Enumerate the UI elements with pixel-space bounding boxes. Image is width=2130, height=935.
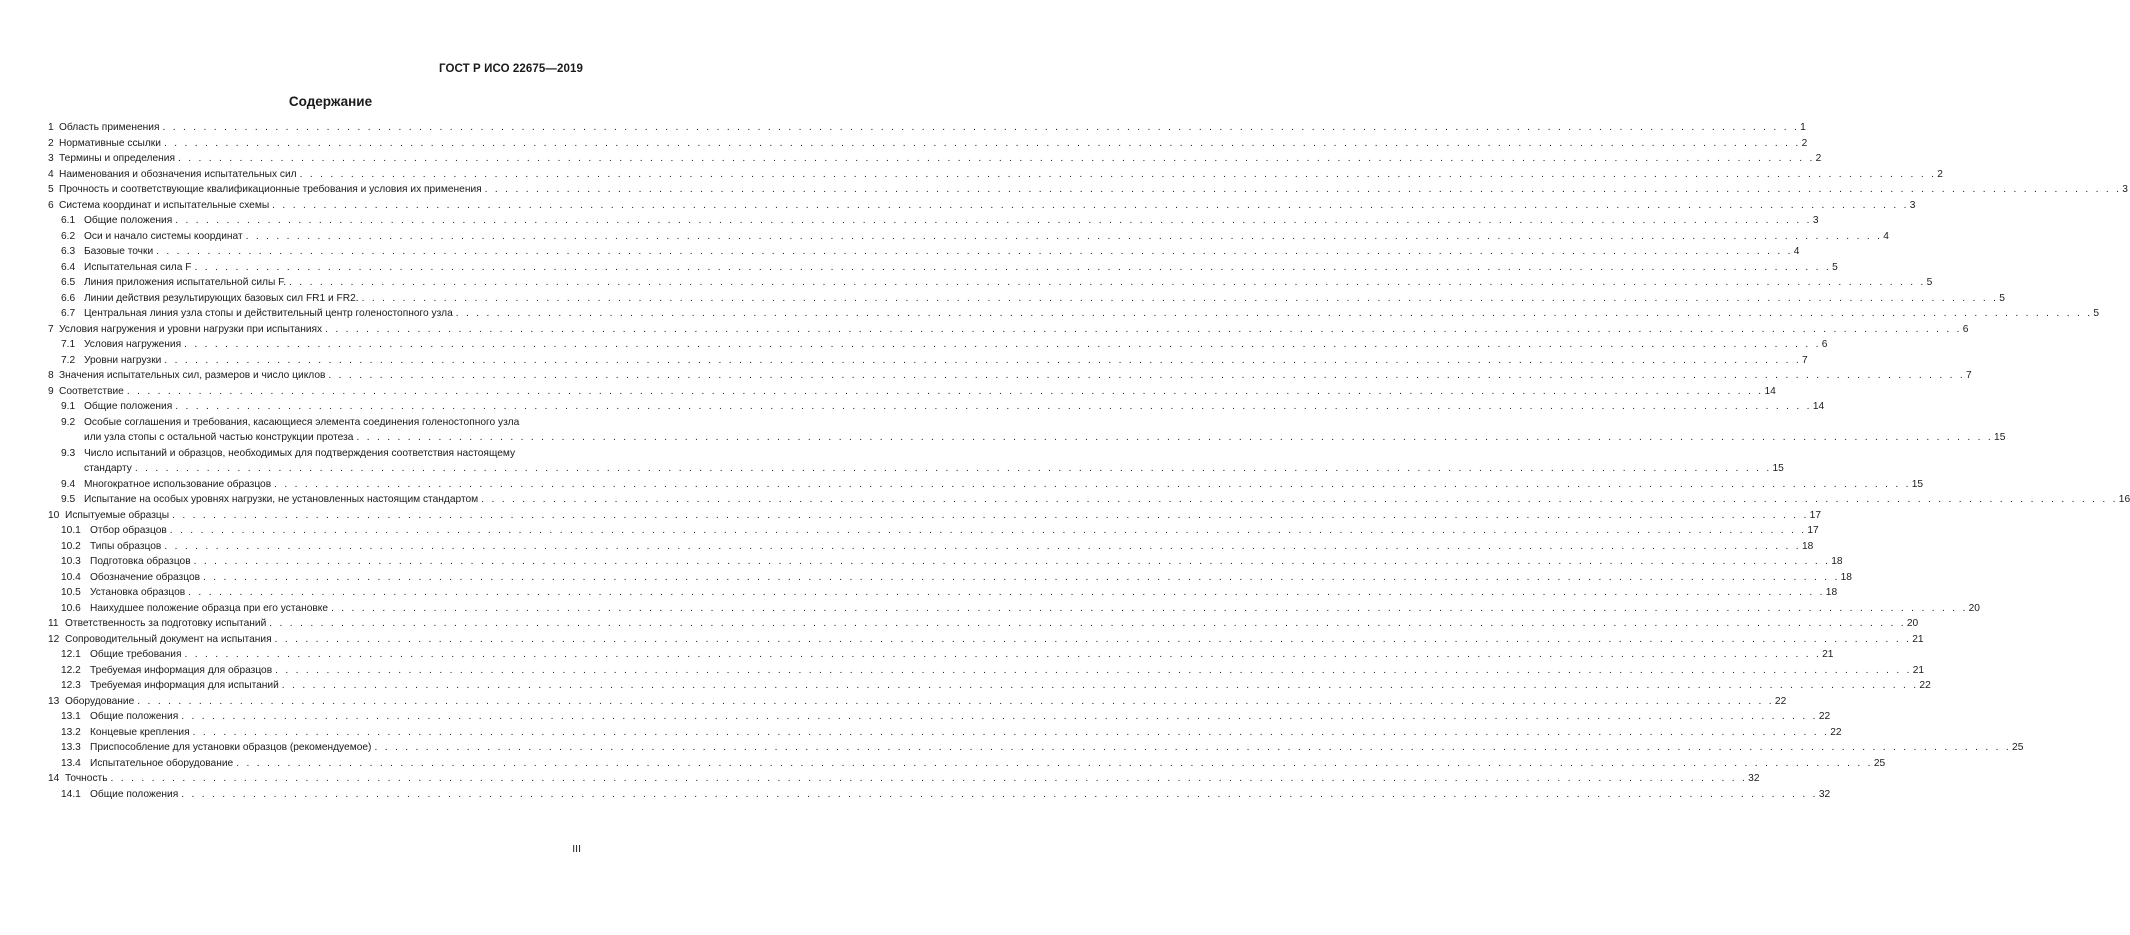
toc-entry[interactable] bbox=[48, 198, 1916, 214]
toc-entry-number: 6.5 bbox=[61, 277, 76, 288]
toc-entry-number: 9.4 bbox=[61, 478, 76, 490]
page-title: Содержание bbox=[288, 94, 373, 109]
toc-entry[interactable] bbox=[48, 182, 2128, 198]
toc-entry-number: 4 bbox=[48, 168, 54, 180]
toc-entry[interactable] bbox=[48, 384, 1776, 400]
toc-entry-line bbox=[61, 740, 2024, 756]
toc-entry-title: Испытательное оборудование bbox=[90, 757, 234, 769]
toc-entry-title: Линия приложения испытательной силы F. bbox=[84, 277, 287, 288]
toc-entry[interactable] bbox=[48, 291, 2005, 307]
toc-entry-page: 17 bbox=[1809, 509, 1822, 521]
toc-entry-page: 3 bbox=[1812, 215, 1819, 226]
toc-entry-line bbox=[61, 539, 1814, 555]
toc-entry[interactable] bbox=[48, 616, 1919, 632]
toc-entry-number: 12.2 bbox=[61, 664, 81, 676]
leader-dots: . . . . . . . . . . . . . . . . . . . . . . . . . . . . . . . . . . . . . . . . . . . . . . . . . . . . . . . . . . . . . . . . . . . . . . . . . . . . . . . . . . . . . . . . . . . . . . . . . . . . . . . . . . . . . . . . . . . . . . . . . . . . . . . . . . . . . . . . . . . . . . . . . . . . . . . . . . . . . . . . bbox=[193, 556, 1831, 567]
leader-dots: . . . . . . . . . . . . . . . . . . . . . . . . . . . . . . . . . . . . . . . . . . . . . . . . . . . . . . . . . . . . . . . . . . . . . . . . . . . . . . . . . . . . . . . . . . . . . . . . . . . . . . . . . . . . . . . . . . . . . . . . . . . . . . . . . . . . . . . . . . . . . . . . . . . . . . . . . . . . . . . . bbox=[281, 680, 1919, 691]
leader-dots: . . . . . . . . . . . . . . . . . . . . . . . . . . . . . . . . . . . . . . . . . . . . . . . . . . . . . . . . . . . . . . . . . . . . . . . . . . . . . . . . . . . . . . . . . . . . . . . . . . . . . . . . . . . . . . . . . . . . . . . . . . . . . . . . . . . . . . . . . . . . . . . . . . . . . . . . . . . . . . . . bbox=[274, 478, 1911, 490]
toc-entry-line bbox=[61, 570, 1852, 586]
toc-entry-line bbox=[48, 198, 1916, 214]
toc-entry-title: Прочность и соответствующие квалификационные требования и условия их применения bbox=[59, 184, 482, 195]
toc-entry-title: Оси и начало системы координат bbox=[84, 230, 243, 242]
toc-entry-line bbox=[61, 291, 2005, 307]
toc-entry-title-continued: или узла стопы с остальной частью конструкции протеза bbox=[84, 432, 354, 443]
toc-entry-number: 7 bbox=[48, 323, 54, 335]
toc-entry-title: Термины и определения bbox=[59, 153, 175, 164]
toc-entry-page: 3 bbox=[2122, 184, 2128, 195]
toc-entry-number: 7.2 bbox=[61, 354, 76, 366]
toc-entry-number: 9.5 bbox=[61, 494, 76, 505]
toc-entry-page: 2 bbox=[1801, 137, 1808, 149]
toc-entry-number: 6 bbox=[48, 199, 54, 211]
leader-dots: . . . . . . . . . . . . . . . . . . . . . . . . . . . . . . . . . . . . . . . . . . . . . . . . . . . . . . . . . . . . . . . . . . . . . . . . . . . . . . . . . . . . . . . . . . . . . . . . . . . . . . . . . . . . . . . . . . . . . . . . . . . . . . . . . . . . . . . . . . . . . . . . . . . . . . . . . . . . . . . . bbox=[325, 323, 1962, 335]
leader-dots: . . . . . . . . . . . . . . . . . . . . . . . . . . . . . . . . . . . . . . . . . . . . . . . . . . . . . . . . . . . . . . . . . . . . . . . . . . . . . . . . . . . . . . . . . . . . . . . . . . . . . . . . . . . . . . . . . . . . . . . . . . . . . . . . . . . . . . . . . . . . . . . . . . . . . . . . . . . . . . . . bbox=[184, 339, 1821, 350]
toc-entry-title: Область применения bbox=[59, 122, 160, 133]
toc-entry-line bbox=[61, 477, 1924, 493]
toc-entry-line bbox=[61, 229, 1889, 245]
leader-dots: . . . . . . . . . . . . . . . . . . . . . . . . . . . . . . . . . . . . . . . . . . . . . . . . . . . . . . . . . . . . . . . . . . . . . . . . . . . . . . . . . . . . . . . . . . . . . . . . . . . . . . . . . . . . . . . . . . . . . . . . . . . . . . . . . . . . . . . . . . . . . . . . . . . . . . . . . . . . . . . . bbox=[164, 354, 1801, 366]
toc-entry-line bbox=[61, 725, 1842, 741]
leader-dots: . . . . . . . . . . . . . . . . . . . . . . . . . . . . . . . . . . . . . . . . . . . . . . . . . . . . . . . . . . . . . . . . . . . . . . . . . . . . . . . . . . . . . . . . . . . . . . . . . . . . . . . . . . . . . . . . . . . . . . . . . . . . . . . . . . . . . . . . . . . . . . . . . . . . . . . . . . . . . . . . bbox=[181, 711, 1818, 722]
toc-entry[interactable] bbox=[48, 492, 2130, 508]
toc-entry-line bbox=[61, 601, 1980, 617]
leader-dots: . . . . . . . . . . . . . . . . . . . . . . . . . . . . . . . . . . . . . . . . . . . . . . . . . . . . . . . . . . . . . . . . . . . . . . . . . . . . . . . . . . . . . . . . . . . . . . . . . . . . . . . . . . . . . . . . . . . . . . . . . . . . . . . . . . . . . . . . . . . . . . . . . . . . . . . . . . . . . . . . bbox=[328, 370, 1966, 381]
leader-dots: . . . . . . . . . . . . . . . . . . . . . . . . . . . . . . . . . . . . . . . . . . . . . . . . . . . . . . . . . . . . . . . . . . . . . . . . . . . . . . . . . . . . . . . . . . . . . . . . . . . . . . . . . . . . . . . . . . . . . . . . . . . . . . . . . . . . . . . . . . . . . . . . . . . . . . . . . . . . . . . . bbox=[175, 215, 1812, 226]
toc-entry[interactable] bbox=[48, 120, 1806, 136]
toc-entry-title: Ответственность за подготовку испытаний bbox=[65, 618, 267, 629]
toc-entry-line bbox=[48, 322, 1969, 338]
toc-entry-number: 6.1 bbox=[61, 215, 76, 226]
toc-entry-number: 12.1 bbox=[61, 649, 81, 660]
toc-entry-number: 13.4 bbox=[61, 757, 81, 769]
toc-entry-title: Оборудование bbox=[65, 695, 135, 707]
toc-entry-title: Общие положения bbox=[90, 711, 179, 722]
toc-entry-number: 10.3 bbox=[61, 556, 81, 567]
toc-entry-number: 6.7 bbox=[61, 308, 76, 319]
toc-entry[interactable] bbox=[48, 213, 1819, 229]
toc-entry-number: 9 bbox=[48, 385, 54, 397]
toc-entry[interactable] bbox=[48, 740, 2024, 756]
toc-entry-page: 1 bbox=[1800, 122, 1806, 133]
toc-entry[interactable] bbox=[48, 337, 1828, 353]
toc-entry[interactable] bbox=[48, 477, 1924, 493]
toc-entry-line bbox=[48, 167, 1943, 183]
toc-entry[interactable] bbox=[48, 678, 1931, 694]
leader-dots: . . . . . . . . . . . . . . . . . . . . . . . . . . . . . . . . . . . . . . . . . . . . . . . . . . . . . . . . . . . . . . . . . . . . . . . . . . . . . . . . . . . . . . . . . . . . . . . . . . . . . . . . . . . . . . . . . . . . . . . . . . . . . . . . . . . . . . . . . . . . . . . . . . . . . . . . . . . . . . . . bbox=[331, 602, 1968, 614]
toc-entry[interactable] bbox=[48, 756, 1886, 772]
toc-entry-page: 3 bbox=[1909, 199, 1916, 211]
leader-dots: . . . . . . . . . . . . . . . . . . . . . . . . . . . . . . . . . . . . . . . . . . . . . . . . . . . . . . . . . . . . . . . . . . . . . . . . . . . . . . . . . . . . . . . . . . . . . . . . . . . . . . . . . . . . . . . . . . . . . . . . . . . . . . . . . . . . . . . . . . . . . . . . . . . . . . . . . . . . . . . . bbox=[110, 773, 1748, 784]
toc-entry-line bbox=[61, 260, 1838, 276]
toc-entry-line bbox=[61, 244, 1800, 260]
toc-entry-line bbox=[61, 523, 1819, 539]
toc-entry-line bbox=[48, 136, 1808, 152]
leader-dots: . . . . . . . . . . . . . . . . . . . . . . . . . . . . . . . . . . . . . . . . . . . . . . . . . . . . . . . . . . . . . . . . . . . . . . . . . . . . . . . . . . . . . . . . . . . . . . . . . . . . . . . . . . . . . . . . . . . . . . . . . . . . . . . . . . . . . . . . . . . . . . . . . . . . . . . . . . . . . . . . bbox=[484, 184, 2122, 195]
toc-entry-number: 12.3 bbox=[61, 680, 81, 691]
toc-entry-page: 18 bbox=[1840, 571, 1852, 583]
toc-entry-page: 2 bbox=[1937, 168, 1943, 180]
leader-dots: . . . . . . . . . . . . . . . . . . . . . . . . . . . . . . . . . . . . . . . . . . . . . . . . . . . . . . . . . . . . . . . . . . . . . . . . . . . . . . . . . . . . . . . . . . . . . . . . . . . . . . . . . . . . . . . . . . . . . . . . . . . . . . . . . . . . . . . . . . . . . . . . . . . . . . . . . . . . . . . . bbox=[203, 571, 1840, 583]
toc-entry-page: 6 bbox=[1962, 323, 1969, 335]
toc-entry-line bbox=[48, 368, 1972, 384]
toc-entry-number: 6.3 bbox=[61, 246, 76, 257]
toc-entry-title: Число испытаний и образцов, необходимых для подтверждения соответствия настоящему bbox=[84, 447, 516, 459]
toc-entry-page: 15 bbox=[1911, 478, 1924, 490]
toc-entry-line bbox=[61, 492, 2130, 508]
toc-entry-title: Условия нагружения bbox=[84, 339, 182, 350]
toc-entry-line bbox=[48, 182, 2128, 198]
toc-entry-line bbox=[61, 446, 584, 462]
toc-entry-title: Испытательная сила F bbox=[84, 261, 192, 273]
toc-entry-page: 4 bbox=[1793, 246, 1800, 257]
toc-entry[interactable] bbox=[48, 647, 1834, 663]
toc-entry-title: Базовые точки bbox=[84, 246, 154, 257]
leader-dots: . . . . . . . . . . . . . . . . . . . . . . . . . . . . . . . . . . . . . . . . . . . . . . . . . . . . . . . . . . . . . . . . . . . . . . . . . . . . . . . . . . . . . . . . . . . . . . . . . . . . . . . . . . . . . . . . . . . . . . . . . . . . . . . . . . . . . . . . . . . . . . . . . . . . . . . . . . . . . . . . bbox=[299, 168, 1937, 180]
toc-entry-title: Особые соглашения и требования, касающиеся элемента соединения голеностопного узла bbox=[84, 416, 520, 428]
toc-entry-number: 2 bbox=[48, 137, 54, 149]
toc-entry-page: 22 bbox=[1830, 726, 1842, 738]
toc-entry-title: Система координат и испытательные схемы bbox=[59, 199, 270, 211]
toc-entry-line bbox=[48, 694, 1787, 710]
leader-dots: . . . . . . . . . . . . . . . . . . . . . . . . . . . . . . . . . . . . . . . . . . . . . . . . . . . . . . . . . . . . . . . . . . . . . . . . . . . . . . . . . . . . . . . . . . . . . . . . . . . . . . . . . . . . . . . . . . . . . . . . . . . . . . . . . . . . . . . . . . . . . . . . . . . . . . . . . . . . . . . . bbox=[269, 618, 1906, 629]
toc-entry-title: Обозначение образцов bbox=[90, 571, 201, 583]
leader-dots: . . . . . . . . . . . . . . . . . . . . . . . . . . . . . . . . . . . . . . . . . . . . . . . . . . . . . . . . . . . . . . . . . . . . . . . . . . . . . . . . . . . . . . . . . . . . . . . . . . . . . . . . . . . . . . . . . . . . . . . . . . . . . . . . . . . . . . . . . . . . . . . . . . . . . . . . . . . . . . . . bbox=[236, 757, 1873, 769]
toc-entry[interactable] bbox=[48, 306, 2100, 322]
toc-entry[interactable] bbox=[48, 446, 1784, 477]
toc-entry-title: Приспособление для установки образцов (рекомендуемое) bbox=[90, 742, 372, 753]
toc-entry[interactable] bbox=[48, 322, 1969, 338]
toc-entry[interactable] bbox=[48, 368, 1972, 384]
toc-entry-title: Общие положения bbox=[84, 215, 173, 226]
toc-entry-line bbox=[61, 415, 584, 431]
toc-entry-line bbox=[61, 306, 2100, 322]
toc-entry-page: 20 bbox=[1968, 602, 1980, 614]
leader-dots: . . . . . . . . . . . . . . . . . . . . . . . . . . . . . . . . . . . . . . . . . . . . . . . . . . . . . . . . . . . . . . . . . . . . . . . . . . . . . . . . . . . . . . . . . . . . . . . . . . . . . . . . . . . . . . . . . . . . . . . . . . . . . . . . . . . . . . . . . . . . . . . . . . . . . . . . . . . . . . . . bbox=[272, 199, 1909, 211]
toc-entry-page: 21 bbox=[1912, 664, 1925, 676]
leader-dots: . . . . . . . . . . . . . . . . . . . . . . . . . . . . . . . . . . . . . . . . . . . . . . . . . . . . . . . . . . . . . . . . . . . . . . . . . . . . . . . . . . . . . . . . . . . . . . . . . . . . . . . . . . . . . . . . . . . . . . . . . . . . . . . . . . . . . . . . . . . . . . . . . . . . . . . . . . . . . . . . bbox=[481, 494, 2118, 505]
leader-dots: . . . . . . . . . . . . . . . . . . . . . . . . . . . . . . . . . . . . . . . . . . . . . . . . . . . . . . . . . . . . . . . . . . . . . . . . . . . . . . . . . . . . . . . . . . . . . . . . . . . . . . . . . . . . . . . . . . . . . . . . . . . . . . . . . . . . . . . . . . . . . . . . . . . . . . . . . . . . . . . . bbox=[356, 432, 1994, 443]
toc-entry[interactable] bbox=[48, 415, 2006, 446]
leader-dots: . . . . . . . . . . . . . . . . . . . . . . . . . . . . . . . . . . . . . . . . . . . . . . . . . . . . . . . . . . . . . . . . . . . . . . . . . . . . . . . . . . . . . . . . . . . . . . . . . . . . . . . . . . . . . . . . . . . . . . . . . . . . . . . . . . . . . . . . . . . . . . . . . . . . . . . . . . . . . . . . bbox=[162, 122, 1800, 133]
toc-entry-title: Центральная линия узла стопы и действительный центр голеностопного узла bbox=[84, 308, 453, 319]
toc-entry-line bbox=[61, 213, 1819, 229]
toc-entry-number: 1 bbox=[48, 122, 54, 133]
toc-entry-number: 14.1 bbox=[61, 788, 81, 800]
toc-entry-line bbox=[61, 430, 2006, 446]
toc-entry-title: Соответствие bbox=[59, 385, 124, 397]
toc-entry-page: 16 bbox=[2118, 494, 2130, 505]
toc-entry-line bbox=[61, 337, 1828, 353]
toc-entry-title: Общие положения bbox=[90, 788, 179, 800]
leader-dots: . . . . . . . . . . . . . . . . . . . . . . . . . . . . . . . . . . . . . . . . . . . . . . . . . . . . . . . . . . . . . . . . . . . . . . . . . . . . . . . . . . . . . . . . . . . . . . . . . . . . . . . . . . . . . . . . . . . . . . . . . . . . . . . . . . . . . . . . . . . . . . . . . . . . . . . . . . . . . . . . bbox=[184, 649, 1822, 660]
toc-entry-page: 14 bbox=[1812, 401, 1825, 412]
toc-entry-line bbox=[61, 709, 1831, 725]
toc-entry-number: 10.5 bbox=[61, 587, 81, 598]
toc-entry-title-continued: стандарту bbox=[84, 463, 132, 474]
leader-dots: . . . . . . . . . . . . . . . . . . . . . . . . . . . . . . . . . . . . . . . . . . . . . . . . . . . . . . . . . . . . . . . . . . . . . . . . . . . . . . . . . . . . . . . . . . . . . . . . . . . . . . . . . . . . . . . . . . . . . . . . . . . . . . . . . . . . . . . . . . . . . . . . . . . . . . . . . . . . . . . . bbox=[163, 137, 1801, 149]
leader-dots: . . . . . . . . . . . . . . . . . . . . . . . . . . . . . . . . . . . . . . . . . . . . . . . . . . . . . . . . . . . . . . . . . . . . . . . . . . . . . . . . . . . . . . . . . . . . . . . . . . . . . . . . . . . . . . . . . . . . . . . . . . . . . . . . . . . . . . . . . . . . . . . . . . . . . . . . . . . . . . . . bbox=[274, 633, 1912, 645]
toc-entry-line bbox=[61, 647, 1834, 663]
toc-entry-title: Общие требования bbox=[90, 649, 182, 660]
toc-entry-title: Испытуемые образцы bbox=[65, 509, 170, 521]
page-number: III bbox=[572, 843, 581, 855]
toc-entry-line bbox=[61, 678, 1931, 694]
toc-entry-page: 25 bbox=[2012, 742, 2024, 753]
toc-entry-line bbox=[48, 151, 1822, 167]
toc-entry-title: Концевые крепления bbox=[90, 726, 190, 738]
leader-dots: . . . . . . . . . . . . . . . . . . . . . . . . . . . . . . . . . . . . . . . . . . . . . . . . . . . . . . . . . . . . . . . . . . . . . . . . . . . . . . . . . . . . . . . . . . . . . . . . . . . . . . . . . . . . . . . . . . . . . . . . . . . . . . . . . . . . . . . . . . . . . . . . . . . . . . . . . . . . . . . . bbox=[175, 401, 1812, 412]
toc-entry[interactable] bbox=[48, 694, 1787, 710]
toc-entry-line bbox=[61, 275, 1933, 291]
toc-entry-title: Уровни нагрузки bbox=[84, 354, 162, 366]
toc-entry-line bbox=[48, 771, 1760, 787]
toc-entry[interactable] bbox=[48, 539, 1814, 555]
toc-entry[interactable] bbox=[48, 725, 1842, 741]
toc-entry[interactable] bbox=[48, 663, 1925, 679]
toc-entry-page: 32 bbox=[1818, 788, 1831, 800]
leader-dots: . . . . . . . . . . . . . . . . . . . . . . . . . . . . . . . . . . . . . . . . . . . . . . . . . . . . . . . . . . . . . . . . . . . . . . . . . . . . . . . . . . . . . . . . . . . . . . . . . . . . . . . . . . . . . . . . . . . . . . . . . . . . . . . . . . . . . . . . . . . . . . . . . . . . . . . . . . . . . . . . bbox=[134, 463, 1772, 474]
leader-dots: . . . . . . . . . . . . . . . . . . . . . . . . . . . . . . . . . . . . . . . . . . . . . . . . . . . . . . . . . . . . . . . . . . . . . . . . . . . . . . . . . . . . . . . . . . . . . . . . . . . . . . . . . . . . . . . . . . . . . . . . . . . . . . . . . . . . . . . . . . . . . . . . . . . . . . . . . . . . . . . . bbox=[181, 788, 1818, 800]
toc-entry-page: 21 bbox=[1822, 649, 1834, 660]
toc-entry-line bbox=[61, 756, 1886, 772]
toc-entry-line bbox=[61, 461, 1784, 477]
toc-entry[interactable] bbox=[48, 585, 1838, 601]
leader-dots: . . . . . . . . . . . . . . . . . . . . . . . . . . . . . . . . . . . . . . . . . . . . . . . . . . . . . . . . . . . . . . . . . . . . . . . . . . . . . . . . . . . . . . . . . . . . . . . . . . . . . . . . . . . . . . . . . . . . . . . . . . . . . . . . . . . . . . . . . . . . . . . . . . . . . . . . . . . . . . . . bbox=[374, 742, 2012, 753]
leader-dots: . . . . . . . . . . . . . . . . . . . . . . . . . . . . . . . . . . . . . . . . . . . . . . . . . . . . . . . . . . . . . . . . . . . . . . . . . . . . . . . . . . . . . . . . . . . . . . . . . . . . . . . . . . . . . . . . . . . . . . . . . . . . . . . . . . . . . . . . . . . . . . . . . . . . . . . . . . . . . . . . bbox=[172, 509, 1809, 521]
toc-entry-number: 6.6 bbox=[61, 292, 76, 304]
toc-entry-number: 13 bbox=[48, 695, 60, 707]
toc-entry-title: Типы образцов bbox=[90, 540, 162, 552]
toc-entry-title: Общие положения bbox=[84, 401, 173, 412]
toc-entry-title: Требуемая информация для испытаний bbox=[90, 680, 279, 691]
toc-entry-title: Наименования и обозначения испытательных сил bbox=[59, 168, 297, 180]
toc-entry[interactable] bbox=[48, 151, 1822, 167]
toc-entry-title: Отбор образцов bbox=[90, 525, 167, 536]
toc-entry-page: 5 bbox=[1999, 292, 2005, 304]
toc-entry-page: 7 bbox=[1802, 354, 1808, 366]
leader-dots: . . . . . . . . . . . . . . . . . . . . . . . . . . . . . . . . . . . . . . . . . . . . . . . . . . . . . . . . . . . . . . . . . . . . . . . . . . . . . . . . . . . . . . . . . . . . . . . . . . . . . . . . . . . . . . . . . . . . . . . . . . . . . . . . . . . . . . . . . . . . . . . . . . . . . . . . . . . . . . . . bbox=[289, 277, 1926, 288]
leader-dots: . . . . . . . . . . . . . . . . . . . . . . . . . . . . . . . . . . . . . . . . . . . . . . . . . . . . . . . . . . . . . . . . . . . . . . . . . . . . . . . . . . . . . . . . . . . . . . . . . . . . . . . . . . . . . . . . . . . . . . . . . . . . . . . . . . . . . . . . . . . . . . . . . . . . . . . . . . . . . . . . bbox=[361, 292, 1999, 304]
toc-entry-title: Значения испытательных сил, размеров и число циклов bbox=[59, 370, 326, 381]
toc-entry-title: Нормативные ссылки bbox=[59, 137, 161, 149]
toc-entry[interactable] bbox=[48, 260, 1838, 276]
toc-entry-page: 32 bbox=[1748, 773, 1760, 784]
toc-entry-title: Установка образцов bbox=[90, 587, 186, 598]
toc-entry-number: 9.2 bbox=[61, 416, 76, 428]
leader-dots: . . . . . . . . . . . . . . . . . . . . . . . . . . . . . . . . . . . . . . . . . . . . . . . . . . . . . . . . . . . . . . . . . . . . . . . . . . . . . . . . . . . . . . . . . . . . . . . . . . . . . . . . . . . . . . . . . . . . . . . . . . . . . . . . . . . . . . . . . . . . . . . . . . . . . . . . . . . . . . . . bbox=[126, 385, 1764, 397]
toc-entry[interactable] bbox=[48, 229, 1889, 245]
toc-entry-number: 12 bbox=[48, 633, 60, 645]
toc-entry[interactable] bbox=[48, 136, 1808, 152]
toc-entry-number: 10.2 bbox=[61, 540, 81, 552]
toc-entry-number: 5 bbox=[48, 184, 54, 195]
toc-entry-page: 18 bbox=[1831, 556, 1843, 567]
toc-entry-line bbox=[61, 554, 1843, 570]
toc-entry-page: 18 bbox=[1825, 587, 1838, 598]
leader-dots: . . . . . . . . . . . . . . . . . . . . . . . . . . . . . . . . . . . . . . . . . . . . . . . . . . . . . . . . . . . . . . . . . . . . . . . . . . . . . . . . . . . . . . . . . . . . . . . . . . . . . . . . . . . . . . . . . . . . . . . . . . . . . . . . . . . . . . . . . . . . . . . . . . . . . . . . . . . . . . . . bbox=[137, 695, 1774, 707]
toc-entry[interactable] bbox=[48, 399, 1825, 415]
toc-entry-page: 14 bbox=[1764, 385, 1776, 397]
toc-entry-page: 22 bbox=[1818, 711, 1831, 722]
toc-entry-number: 8 bbox=[48, 370, 54, 381]
toc-entry-number: 10.6 bbox=[61, 602, 81, 614]
toc-entry-page: 15 bbox=[1772, 463, 1784, 474]
toc-entry[interactable] bbox=[48, 244, 1800, 260]
toc-entry-page: 25 bbox=[1873, 757, 1886, 769]
toc-entry-number: 13.1 bbox=[61, 711, 81, 722]
toc-entry-number: 9.3 bbox=[61, 447, 76, 459]
toc-entry-number: 6.2 bbox=[61, 230, 76, 242]
toc-entry-line bbox=[48, 384, 1776, 400]
leader-dots: . . . . . . . . . . . . . . . . . . . . . . . . . . . . . . . . . . . . . . . . . . . . . . . . . . . . . . . . . . . . . . . . . . . . . . . . . . . . . . . . . . . . . . . . . . . . . . . . . . . . . . . . . . . . . . . . . . . . . . . . . . . . . . . . . . . . . . . . . . . . . . . . . . . . . . . . . . . . . . . . bbox=[245, 230, 1883, 242]
toc-entry[interactable] bbox=[48, 554, 1843, 570]
leader-dots: . . . . . . . . . . . . . . . . . . . . . . . . . . . . . . . . . . . . . . . . . . . . . . . . . . . . . . . . . . . . . . . . . . . . . . . . . . . . . . . . . . . . . . . . . . . . . . . . . . . . . . . . . . . . . . . . . . . . . . . . . . . . . . . . . . . . . . . . . . . . . . . . . . . . . . . . . . . . . . . . bbox=[192, 726, 1830, 738]
leader-dots: . . . . . . . . . . . . . . . . . . . . . . . . . . . . . . . . . . . . . . . . . . . . . . . . . . . . . . . . . . . . . . . . . . . . . . . . . . . . . . . . . . . . . . . . . . . . . . . . . . . . . . . . . . . . . . . . . . . . . . . . . . . . . . . . . . . . . . . . . . . . . . . . . . . . . . . . . . . . . . . . bbox=[188, 587, 1825, 598]
toc-entry[interactable] bbox=[48, 167, 1943, 183]
toc-entry-page: 5 bbox=[1832, 261, 1838, 273]
toc-entry-page: 22 bbox=[1919, 680, 1931, 691]
toc-entry-number: 11 bbox=[48, 618, 59, 629]
toc-entry-title: Условия нагружения и уровни нагрузки при испытаниях bbox=[59, 323, 323, 335]
toc-entry[interactable] bbox=[48, 787, 1831, 803]
toc-entry-title: Испытание на особых уровнях нагрузки, не установленных настоящим стандартом bbox=[84, 494, 479, 505]
toc-entry-page: 7 bbox=[1966, 370, 1972, 381]
standard-code: ГОСТ Р ИСО 22675—2019 bbox=[438, 63, 583, 75]
table-of-contents bbox=[48, 120, 2130, 802]
toc-entry-line bbox=[48, 508, 1822, 524]
toc-entry[interactable] bbox=[48, 601, 1980, 617]
leader-dots: . . . . . . . . . . . . . . . . . . . . . . . . . . . . . . . . . . . . . . . . . . . . . . . . . . . . . . . . . . . . . . . . . . . . . . . . . . . . . . . . . . . . . . . . . . . . . . . . . . . . . . . . . . . . . . . . . . . . . . . . . . . . . . . . . . . . . . . . . . . . . . . . . . . . . . . . . . . . . . . . bbox=[164, 540, 1801, 552]
toc-entry-number: 9.1 bbox=[61, 401, 76, 412]
toc-entry-page: 2 bbox=[1815, 153, 1822, 164]
toc-entry-title: Сопроводительный документ на испытания bbox=[65, 633, 272, 645]
toc-entry-number: 3 bbox=[48, 153, 54, 164]
toc-entry-number: 7.1 bbox=[61, 339, 76, 350]
leader-dots: . . . . . . . . . . . . . . . . . . . . . . . . . . . . . . . . . . . . . . . . . . . . . . . . . . . . . . . . . . . . . . . . . . . . . . . . . . . . . . . . . . . . . . . . . . . . . . . . . . . . . . . . . . . . . . . . . . . . . . . . . . . . . . . . . . . . . . . . . . . . . . . . . . . . . . . . . . . . . . . . bbox=[455, 308, 2093, 319]
toc-entry-line bbox=[48, 120, 1806, 136]
toc-entry[interactable] bbox=[48, 353, 1808, 369]
toc-entry-page: 21 bbox=[1912, 633, 1924, 645]
toc-entry[interactable] bbox=[48, 275, 1933, 291]
toc-entry-page: 6 bbox=[1821, 339, 1828, 350]
toc-entry[interactable] bbox=[48, 523, 1819, 539]
leader-dots: . . . . . . . . . . . . . . . . . . . . . . . . . . . . . . . . . . . . . . . . . . . . . . . . . . . . . . . . . . . . . . . . . . . . . . . . . . . . . . . . . . . . . . . . . . . . . . . . . . . . . . . . . . . . . . . . . . . . . . . . . . . . . . . . . . . . . . . . . . . . . . . . . . . . . . . . . . . . . . . . bbox=[156, 246, 1793, 257]
toc-entry-page: 22 bbox=[1774, 695, 1787, 707]
leader-dots: . . . . . . . . . . . . . . . . . . . . . . . . . . . . . . . . . . . . . . . . . . . . . . . . . . . . . . . . . . . . . . . . . . . . . . . . . . . . . . . . . . . . . . . . . . . . . . . . . . . . . . . . . . . . . . . . . . . . . . . . . . . . . . . . . . . . . . . . . . . . . . . . . . . . . . . . . . . . . . . . bbox=[194, 261, 1832, 273]
toc-entry-page: 4 bbox=[1883, 230, 1889, 242]
toc-entry[interactable] bbox=[48, 632, 1924, 648]
toc-entry-number: 14 bbox=[48, 773, 60, 784]
toc-entry-line bbox=[61, 399, 1825, 415]
toc-entry-number: 13.2 bbox=[61, 726, 81, 738]
toc-entry[interactable] bbox=[48, 508, 1822, 524]
toc-entry-page: 15 bbox=[1994, 432, 2006, 443]
toc-entry-number: 13.3 bbox=[61, 742, 81, 753]
toc-entry-title: Наихудшее положение образца при его установке bbox=[90, 602, 329, 614]
toc-entry-page: 5 bbox=[2093, 308, 2100, 319]
toc-entry-page: 20 bbox=[1906, 618, 1919, 629]
toc-entry-page: 17 bbox=[1807, 525, 1819, 536]
toc-entry-title: Точность bbox=[65, 773, 108, 784]
toc-entry[interactable] bbox=[48, 771, 1760, 787]
toc-entry[interactable] bbox=[48, 570, 1852, 586]
toc-entry-title: Требуемая информация для образцов bbox=[90, 664, 273, 676]
toc-entry-title: Подготовка образцов bbox=[90, 556, 191, 567]
toc-entry-line bbox=[48, 632, 1924, 648]
toc-entry-line bbox=[61, 663, 1925, 679]
toc-entry-number: 10.4 bbox=[61, 571, 81, 583]
toc-entry-title: Линии действия результирующих базовых сил FR1 и FR2. bbox=[84, 292, 359, 304]
toc-entry-number: 10.1 bbox=[61, 525, 81, 536]
toc-entry-title: Многократное использование образцов bbox=[84, 478, 272, 490]
toc-entry-page: 5 bbox=[1926, 277, 1933, 288]
toc-entry-page: 18 bbox=[1801, 540, 1814, 552]
toc-entry-line bbox=[61, 353, 1808, 369]
leader-dots: . . . . . . . . . . . . . . . . . . . . . . . . . . . . . . . . . . . . . . . . . . . . . . . . . . . . . . . . . . . . . . . . . . . . . . . . . . . . . . . . . . . . . . . . . . . . . . . . . . . . . . . . . . . . . . . . . . . . . . . . . . . . . . . . . . . . . . . . . . . . . . . . . . . . . . . . . . . . . . . . bbox=[275, 664, 1912, 676]
toc-entry-number: 10 bbox=[48, 509, 60, 521]
leader-dots: . . . . . . . . . . . . . . . . . . . . . . . . . . . . . . . . . . . . . . . . . . . . . . . . . . . . . . . . . . . . . . . . . . . . . . . . . . . . . . . . . . . . . . . . . . . . . . . . . . . . . . . . . . . . . . . . . . . . . . . . . . . . . . . . . . . . . . . . . . . . . . . . . . . . . . . . . . . . . . . . bbox=[169, 525, 1807, 536]
toc-entry-line bbox=[61, 585, 1838, 601]
toc-entry-number: 6.4 bbox=[61, 261, 76, 273]
toc-entry-line bbox=[48, 616, 1919, 632]
leader-dots: . . . . . . . . . . . . . . . . . . . . . . . . . . . . . . . . . . . . . . . . . . . . . . . . . . . . . . . . . . . . . . . . . . . . . . . . . . . . . . . . . . . . . . . . . . . . . . . . . . . . . . . . . . . . . . . . . . . . . . . . . . . . . . . . . . . . . . . . . . . . . . . . . . . . . . . . . . . . . . . . bbox=[177, 153, 1815, 164]
toc-entry-line bbox=[61, 787, 1831, 803]
toc-entry[interactable] bbox=[48, 709, 1831, 725]
